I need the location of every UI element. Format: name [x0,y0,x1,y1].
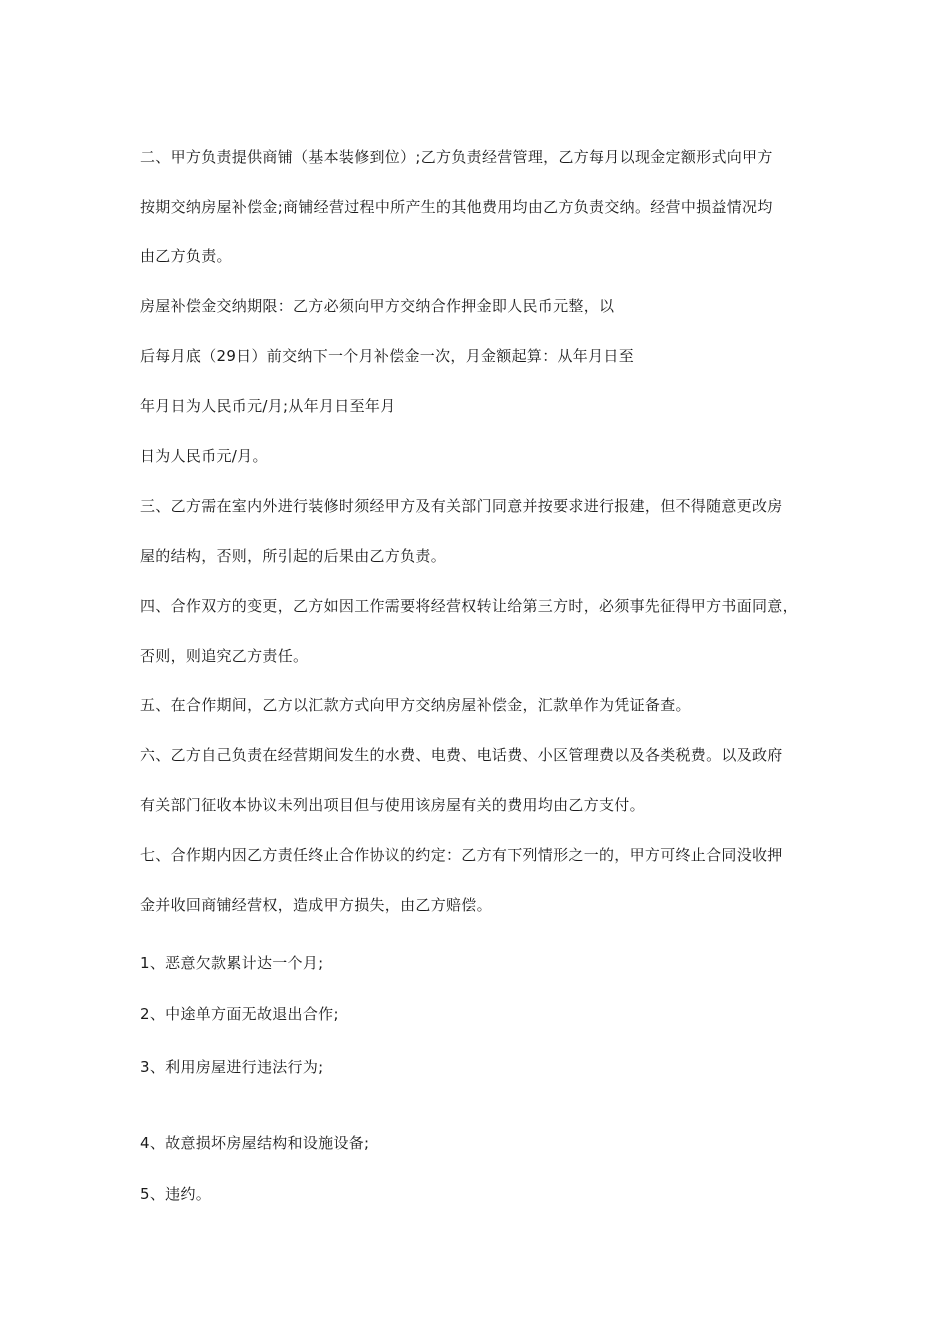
payment-term-line-1: 房屋补偿金交纳期限：乙方必须向甲方交纳合作押金即人民币元整，以 [140,297,615,315]
payment-term-line-3: 年月日为人民币元/月;从年月日至年月 [140,397,396,415]
clause-7-line-1: 七、合作期内因乙方责任终止合作协议的约定：乙方有下列情形之一的，甲方可终止合同没收押 [140,846,783,864]
clause-2-line-1: 二、甲方负责提供商铺（基本装修到位）;乙方负责经营管理，乙方每月以现金定额形式向甲方 [140,148,773,166]
clause-4-line-1: 四、合作双方的变更，乙方如因工作需要将经营权转让给第三方时，必须事先征得甲方书面同意， [140,597,798,615]
list-item-5: 5、违约。 [140,1185,212,1203]
clause-5-line-1: 五、在合作期间，乙方以汇款方式向甲方交纳房屋补偿金，汇款单作为凭证备查。 [140,696,691,714]
clause-6-line-1: 六、乙方自己负责在经营期间发生的水费、电费、电话费、小区管理费以及各类税费。以及政府 [140,746,783,764]
clause-3-line-1: 三、乙方需在室内外进行装修时须经甲方及有关部门同意并按要求进行报建，但不得随意更改房 [140,497,783,515]
clause-2-line-2: 按期交纳房屋补偿金;商铺经营过程中所产生的其他费用均由乙方负责交纳。经营中损益情况均 [140,198,773,216]
payment-term-line-2: 后每月底（29日）前交纳下一个月补偿金一次，月金额起算：从年月日至 [140,347,634,365]
list-item-1: 1、恶意欠款累计达一个月; [140,954,324,972]
clause-3-line-2: 屋的结构，否则，所引起的后果由乙方负责。 [140,547,447,565]
list-item-2: 2、中途单方面无故退出合作; [140,1005,339,1023]
clause-2-line-3: 由乙方负责。 [140,247,232,265]
clause-6-line-2: 有关部门征收本协议未列出项目但与使用该房屋有关的费用均由乙方支付。 [140,796,645,814]
clause-4-line-2: 否则，则追究乙方责任。 [140,647,309,665]
list-item-4: 4、故意损坏房屋结构和设施设备; [140,1134,370,1152]
clause-7-line-2: 金并收回商铺经营权，造成甲方损失，由乙方赔偿。 [140,896,492,914]
payment-term-line-4: 日为人民币元/月。 [140,447,268,465]
list-item-3: 3、利用房屋进行违法行为; [140,1058,324,1076]
